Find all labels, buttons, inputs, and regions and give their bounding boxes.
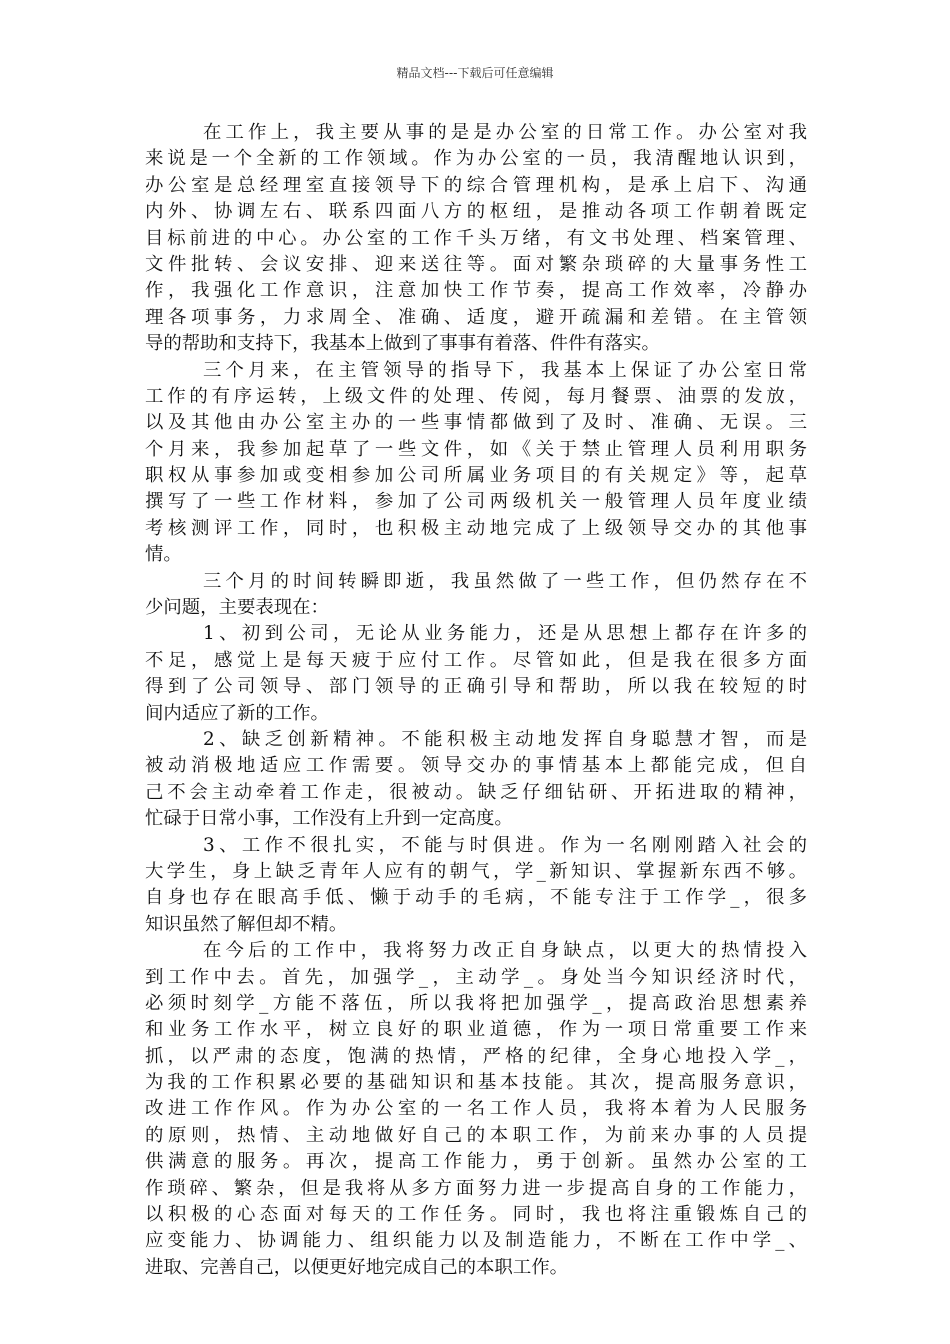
text-line: 三个月来，在主管领导的指导下，我基本上保证了办公室日常 [203,359,807,381]
text-line: 少问题，主要表现在： [145,597,329,619]
text-line: 以及其他由办公室主办的一些事情都做到了及时、准确、无误。三 [145,412,807,434]
text-line: 撰写了一些工作材料，参加了公司两级机关一般管理人员年度业绩 [145,491,807,513]
text-line: 以积极的心态面对每天的工作任务。同时，我也将注重锻炼自己的 [145,1204,807,1226]
text-line: 工作的有序运转，上级文件的处理、传阅，每月餐票、油票的发放， [145,385,807,407]
document-body [145,120,807,1281]
text-line: 理各项事务，力求周全、准确、适度，避开疏漏和差错。在主管领 [145,306,807,328]
text-line: 3、工作不很扎实，不能与时俱进。作为一名刚刚踏入社会的 [203,834,807,856]
text-line: 到工作中去。首先，加强学_，主动学_。身处当今知识经济时代， [145,966,807,988]
text-line: 得到了公司领导、部门领导的正确引导和帮助，所以我在较短的时 [145,676,807,698]
text-line: 间内适应了新的工作。 [145,702,329,724]
text-line: 己不会主动牵着工作走，很被动。缺乏仔细钻研、开拓进取的精神， [145,781,807,803]
text-line: 考核测评工作，同时，也积极主动地完成了上级领导交办的其他事 [145,517,807,539]
text-line: 自身也存在眼高手低、懒于动手的毛病，不能专注于工作学_，很多 [145,887,807,909]
text-line: 的原则，热情、主动地做好自己的本职工作，为前来办事的人员提 [145,1124,807,1146]
text-line: 应变能力、协调能力、组织能力以及制造能力，不断在工作中学_、 [145,1230,807,1252]
text-line: 来说是一个全新的工作领域。作为办公室的一员，我清醒地认识到， [145,148,807,170]
text-line: 供满意的服务。再次，提高工作能力，勇于创新。虽然办公室的工 [145,1151,807,1173]
text-line: 不足，感觉上是每天疲于应付工作。尽管如此，但是我在很多方面 [145,649,807,671]
text-line: 目标前进的中心。办公室的工作千头万绪，有文书处理、档案管理、 [145,227,807,249]
text-line: 大学生，身上缺乏青年人应有的朝气，学_新知识、掌握新东西不够。 [145,860,807,882]
text-line: 在今后的工作中，我将努力改正自身缺点，以更大的热情投入 [203,940,807,962]
text-line: 忙碌于日常小事，工作没有上升到一定高度。 [145,808,513,830]
text-line: 必须时刻学_方能不落伍，所以我将把加强学_，提高政治思想素养 [145,992,807,1014]
text-line: 改进工作作风。作为办公室的一名工作人员，我将本着为人民服务 [145,1098,807,1120]
text-line: 2、缺乏创新精神。不能积极主动地发挥自身聪慧才智，而是 [203,728,807,750]
text-line: 知识虽然了解但却不精。 [145,913,348,935]
text-line: 文件批转、会议安排、迎来送往等。面对繁杂琐碎的大量事务性工 [145,253,807,275]
text-line: 作琐碎、繁杂，但是我将从多方面努力进一步提高自身的工作能力， [145,1177,807,1199]
text-line: 办公室是总经理室直接领导下的综合管理机构，是承上启下、沟通 [145,174,807,196]
text-line: 1、初到公司，无论从业务能力，还是从思想上都存在许多的 [203,623,807,645]
page-header: 精品文档---下载后可任意编辑 [396,66,554,80]
text-line: 情。 [145,544,182,566]
text-line: 和业务工作水平，树立良好的职业道德，作为一项日常重要工作来 [145,1019,807,1041]
text-line: 进取、完善自己，以便更好地完成自己的本职工作。 [145,1256,568,1278]
text-line: 为我的工作积累必要的基础知识和基本技能。其次，提高服务意识， [145,1072,807,1094]
text-line: 职权从事参加或变相参加公司所属业务项目的有关规定》等，起草 [145,465,807,487]
text-line: 内外、协调左右、联系四面八方的枢纽，是推动各项工作朝着既定 [145,201,807,223]
text-line: 被动消极地适应工作需要。领导交办的事情基本上都能完成，但自 [145,755,807,777]
text-line: 作，我强化工作意识，注意加快工作节奏，提高工作效率，冷静办 [145,280,807,302]
text-line: 抓，以严肃的态度，饱满的热情，严格的纪律，全身心地投入学_， [145,1045,807,1067]
text-line: 个月来，我参加起草了一些文件，如《关于禁止管理人员利用职务 [145,438,807,460]
text-line: 在工作上，我主要从事的是是办公室的日常工作。办公室对我 [203,122,807,143]
text-line: 导的帮助和支持下，我基本上做到了事事有着落、件件有落实。 [145,333,660,355]
text-line: 三个月的时间转瞬即逝，我虽然做了一些工作，但仍然存在不 [203,570,807,592]
